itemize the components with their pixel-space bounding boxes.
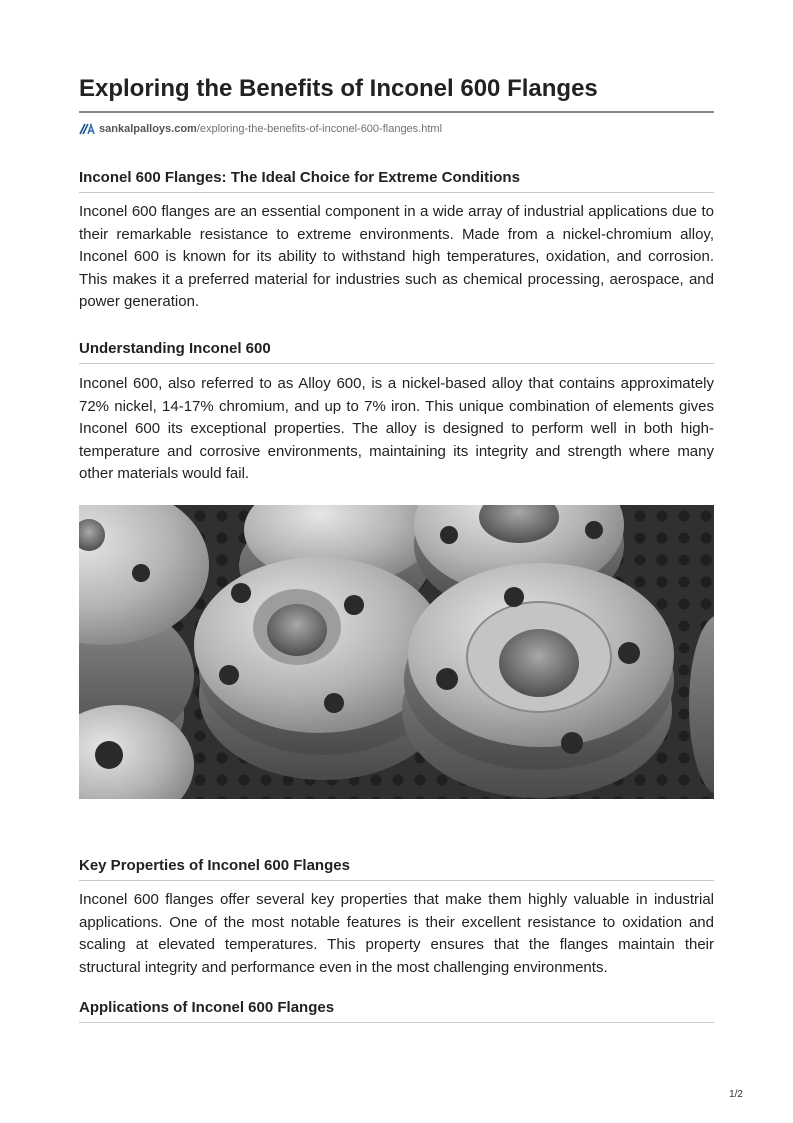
source-line bbox=[79, 120, 714, 138]
section-body-1: Inconel 600 flanges are an essential component in a wide array of industrial applications due to their remarkable resistance to extreme environments. Made from a nickel-chromium alloy, Inconel 600 is known for its ability to withstand high temperatures, oxidation, and corrosion. This makes it a preferred material for industries such as chemical processing, aerospace, and power generation. bbox=[79, 203, 714, 311]
section-heading-1: Inconel 600 Flanges: The Ideal Choice for Extreme Conditions bbox=[79, 169, 714, 193]
page-number: 1/2 bbox=[729, 1089, 743, 1100]
source-path[interactable]: /exploring-the-benefits-of-inconel-600-flanges.html bbox=[196, 123, 443, 135]
source-domain[interactable]: sankalpalloys.com bbox=[99, 123, 197, 135]
site-logo-icon bbox=[79, 122, 95, 136]
section-heading-3: Key Properties of Inconel 600 Flanges bbox=[79, 857, 714, 881]
section-heading-4: Applications of Inconel 600 Flanges bbox=[79, 999, 714, 1023]
section-body-2: Inconel 600, also referred to as Alloy 600, is a nickel-based alloy that contains approximately 72% nickel, 14-17% chromium, and up to 7% iron. This unique combination of elements gives Inconel 600 its exceptional properties. The alloy is designed to perform well in both high-temperature and corrosive environments, maintaining its integrity and strength where many other materials would fail. bbox=[79, 374, 714, 483]
article bbox=[79, 0, 714, 1023]
page-title: Exploring the Benefits of Inconel 600 Flanges bbox=[79, 0, 714, 113]
flanges-photo bbox=[79, 505, 714, 799]
section-heading-2: Understanding Inconel 600 bbox=[79, 340, 714, 364]
section-body-3: Inconel 600 flanges offer several key properties that make them highly valuable in industrial applications. One of the most notable features is their excellent resistance to oxidation and scaling at elevated temperatures. This property ensures that the flanges maintain their structural integrity and performance even in the most challenging environments. bbox=[79, 890, 714, 976]
